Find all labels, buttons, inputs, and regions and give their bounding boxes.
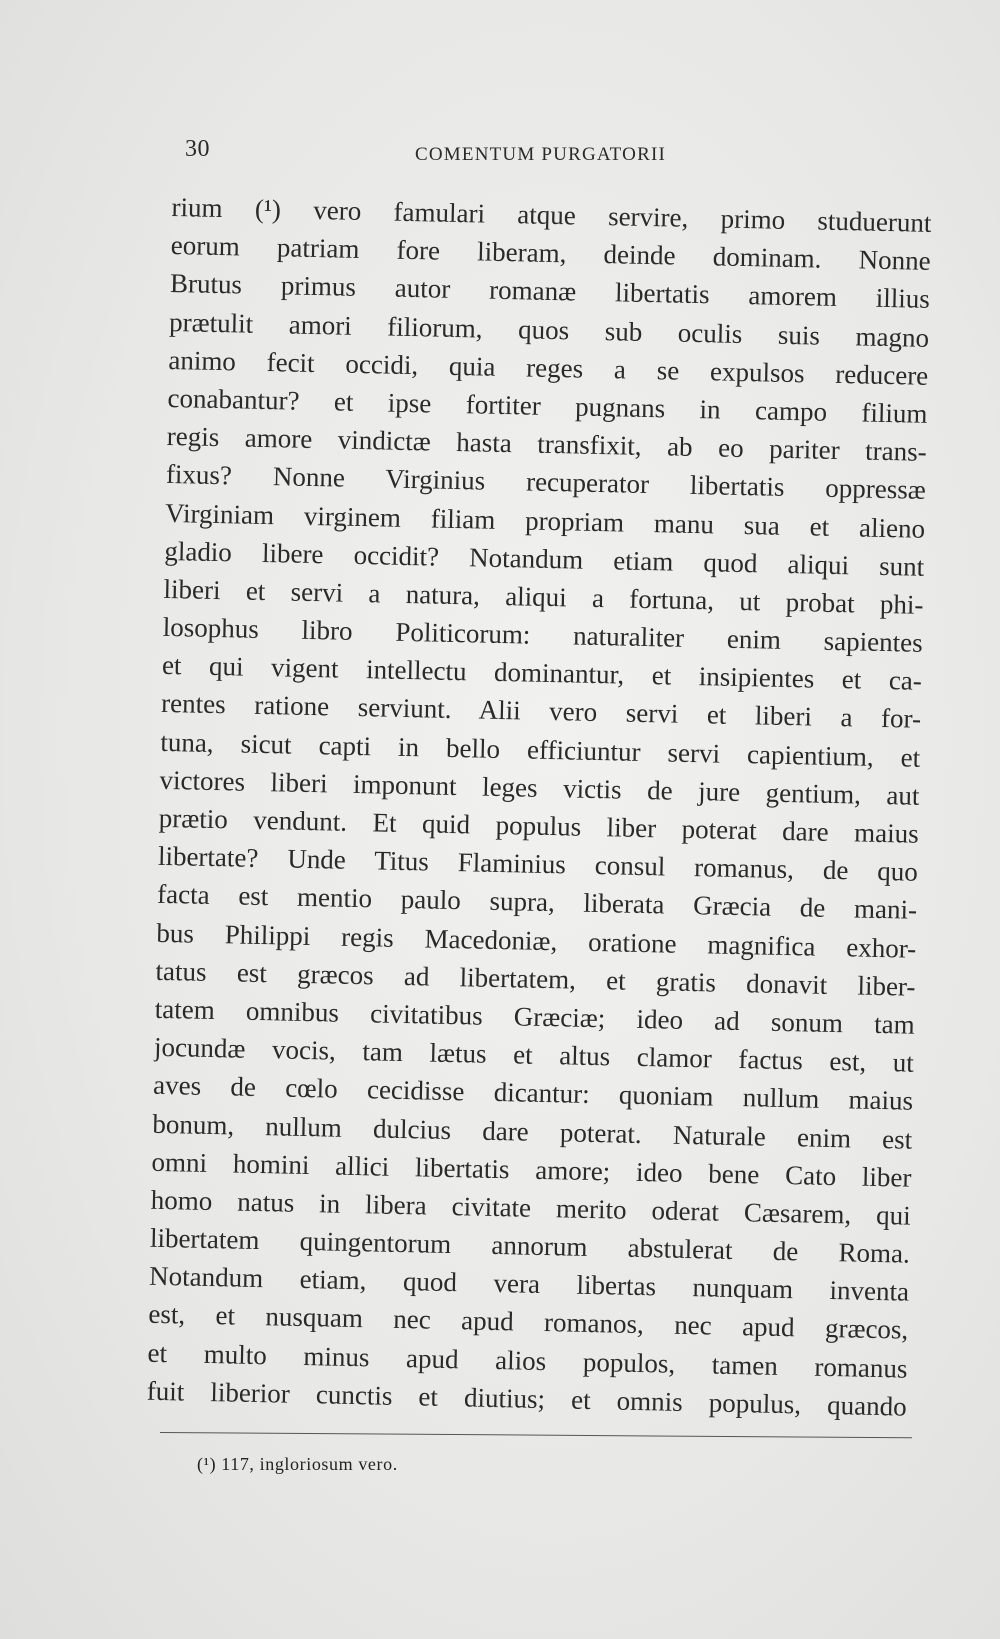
body-text	[146, 188, 931, 1426]
text-line: gladio libere occidit? Notandum etiam quod aliqui sunt	[164, 535, 925, 582]
text-line: libertatem quingentorum annorum abstulerat de Roma.	[149, 1222, 911, 1269]
text-line: homo natus in libera civitate merito oderat Cæsarem, qui	[150, 1184, 911, 1231]
text-line: tatus est græcos ad libertatem, et gratis donavit liber-	[155, 955, 916, 1002]
running-head: COMENTUM PURGATORII	[415, 144, 666, 165]
text-line: Brutus primus autor romanæ libertatis amorem illius	[169, 268, 931, 315]
text-line: bonum, nullum dulcius dare poterat. Naturale enim est	[152, 1108, 913, 1155]
text-line: rentes ratione serviunt. Alii vero servi et liberi a for-	[160, 688, 922, 735]
text-line: prætulit amori filiorum, quos sub oculis suis magno	[168, 306, 930, 353]
text-line: prætio vendunt. Et quid populus liber poterat dare maius	[158, 802, 919, 849]
text-line: rium (¹) vero famulari atque servire, primo studuerunt	[171, 191, 932, 238]
footnote: (¹) 117, ingloriosum vero.	[197, 1454, 398, 1474]
text-line: et multo minus apud alios populos, tamen romanus	[147, 1337, 908, 1384]
text-line: Virginiam virginem filiam propriam manu sua et alieno	[164, 497, 926, 544]
text-line: animo fecit occidi, quia reges a se expulsos reducere	[168, 344, 929, 391]
text-line: fixus? Nonne Virginius recuperator libertatis oppressæ	[165, 459, 927, 506]
text-line: liberi et servi a natura, aliqui a fortuna, ut probat phi-	[163, 573, 924, 620]
footnote-rule	[160, 1432, 912, 1438]
text-line: jocundæ vocis, tam lætus et altus clamor factus est, ut	[153, 1031, 915, 1078]
text-line: libertate? Unde Titus Flaminius consul romanus, de quo	[157, 841, 919, 887]
page-header	[175, 132, 715, 172]
text-line: facta est mentio paulo supra, liberata Græcia de mani-	[156, 879, 918, 926]
text-line: regis amore vindictæ hasta transfixit, ab eo pariter trans-	[166, 421, 927, 467]
text-line: conabantur? et ipse fortiter pugnans in campo filium	[167, 382, 928, 429]
text-line: omni homini allici libertatis amore; ideo bene Cato liber	[151, 1146, 912, 1193]
text-line: tuna, sicut capti in bello efficiuntur servi capientium, et	[160, 726, 921, 773]
text-line: eorum patriam fore liberam, deinde dominam. Nonne	[170, 230, 931, 277]
text-line: Notandum etiam, quod vera libertas nunquam inventa	[148, 1261, 910, 1307]
text-line: aves de cœlo cecidisse dicantur: quoniam nullum maius	[152, 1070, 914, 1117]
text-line: tatem omnibus civitatibus Græciæ; ideo ad sonum tam	[154, 993, 915, 1040]
text-line: fuit liberior cunctis et diutius; et omnis populus, quando	[146, 1375, 907, 1422]
text-line: losophus libro Politicorum: naturaliter enim sapientes	[162, 611, 923, 658]
text-line: et qui vigent intellectu dominantur, et insipientes et ca-	[161, 650, 923, 697]
text-line: bus Philippi regis Macedoniæ, oratione magnifica exhor-	[156, 917, 917, 964]
text-line: est, et nusquam nec apud romanos, nec apud græcos,	[148, 1299, 909, 1346]
page-number: 30	[185, 136, 210, 162]
text-line: victores liberi imponunt leges victis de jure gentium, aut	[159, 764, 920, 811]
